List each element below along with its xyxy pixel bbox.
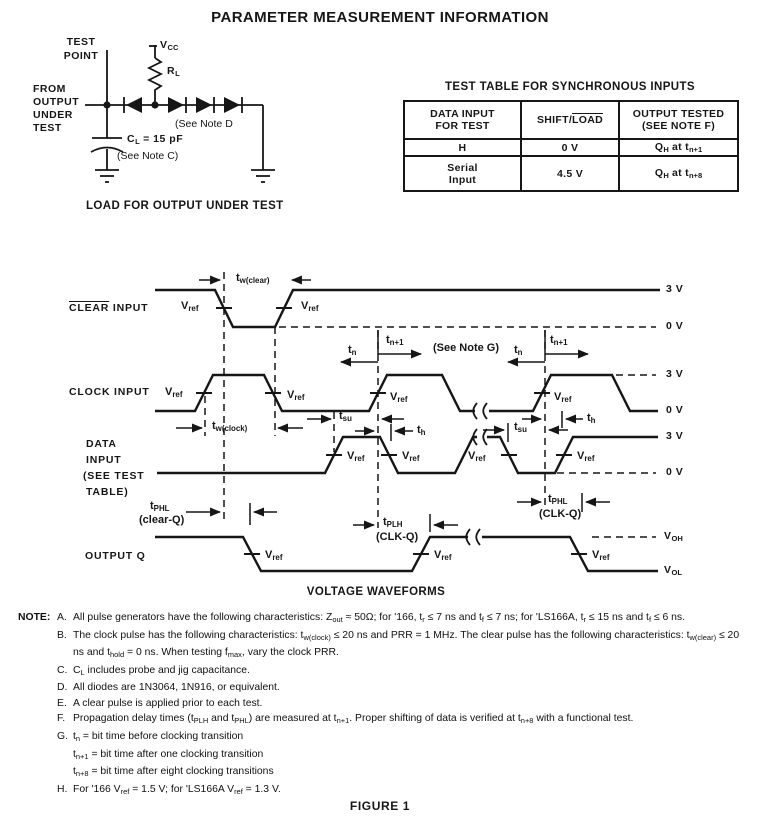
- data-input-label-line2: INPUT: [86, 454, 122, 466]
- col-header-output-tested: [619, 101, 738, 139]
- vref-label: $V_{ref}$: [287, 389, 305, 403]
- clock-input-label: CLOCK INPUT: [69, 386, 150, 398]
- clock-3v-label: 3 V: [666, 368, 684, 380]
- note-item: [57, 764, 750, 782]
- output-q-label: OUTPUT Q: [85, 550, 146, 562]
- data-input-label-line4: TABLE): [86, 486, 129, 498]
- note-item: [57, 696, 750, 712]
- note-key: H.: [57, 783, 68, 795]
- test-table: [403, 100, 739, 192]
- col-header-line: FOR TEST: [435, 120, 490, 132]
- note-text: All pulse generators have the following characteristics: $Z_{out} \approx 50\Omega$; for '166, $t_r \le 7$ ns and $t_f \le 7$ ns; for 'LS166A, $t_r \le 15$ ns and $t_f \le 6$ ns.: [73, 612, 686, 625]
- data-input-label-line1: DATA: [86, 438, 117, 450]
- clear-3v-label: 3 V: [666, 283, 684, 295]
- tplh-clk-q-sublabel: (CLK-Q): [376, 531, 419, 543]
- figure-caption: FIGURE 1: [349, 799, 411, 813]
- note-key: A.: [57, 612, 67, 623]
- note-item: [57, 628, 750, 663]
- notes-list: [18, 610, 750, 799]
- note-item: [57, 729, 750, 747]
- table-row: [404, 139, 738, 156]
- note-item: [57, 663, 750, 681]
- test-table-title: TEST TABLE FOR SYNCHRONOUS INPUTS: [444, 81, 696, 93]
- tw-clear-label: $t_{w(clear)}$: [236, 272, 270, 286]
- vref-label: $V_{ref}$: [592, 549, 610, 563]
- note-key: G.: [57, 730, 68, 742]
- vref-label: $V_{ref}$: [390, 391, 408, 405]
- from-output-label-line3: UNDER: [33, 109, 73, 121]
- note-text: For '166 $V_{ref} = 1.5$ V; for 'LS166A $V_{ref} = 1.3$ V.: [73, 783, 281, 796]
- load-circuit-art: [85, 45, 275, 182]
- cl-value-label: $C_L = 15$ pF: [127, 133, 184, 147]
- tn-label: $t_n$: [348, 344, 357, 358]
- note-text: The clock pulse has the following characteristics: $t_{w(clock)} \le 20$ ns and PRR = 1 MHz. The clear pulse has the following characteristics: $t_{w(clear)} \le 20$ ns and $t_{hold} = 0$ ns. When testing $f_{max}$, vary the clock PRR.: [73, 629, 740, 660]
- tphl-clear-q-label: $t_{PHL}$: [150, 500, 170, 514]
- see-note-g-label: (See Note G): [433, 342, 500, 354]
- tw-clock-label: $t_{w(clock)}$: [212, 420, 248, 434]
- col-header-line: DATA INPUT: [430, 108, 495, 120]
- clock-0v-label: 0 V: [666, 404, 684, 416]
- note-item: [57, 711, 750, 729]
- rl-label: $R_L$: [167, 65, 180, 79]
- data-input-label-line3: (SEE TEST: [83, 470, 145, 482]
- col-header-data-input: [404, 101, 521, 139]
- note-item: [57, 782, 750, 800]
- note-text: $t_{n+8}$ = bit time after eight clocking transitions: [73, 766, 274, 779]
- clear-waveform: [155, 290, 660, 327]
- clear-0v-label: 0 V: [666, 320, 684, 332]
- shift-load-text: SHIFT/LOAD: [536, 114, 603, 126]
- cell-output-tested: $Q_H$ at $t_{n+8}$: [619, 156, 738, 191]
- page-title: PARAMETER MEASUREMENT INFORMATION: [211, 9, 549, 26]
- notes-label: NOTE:: [18, 612, 51, 623]
- tplh-clk-q-label: $t_{PLH}$: [383, 516, 403, 530]
- cell-output-tested: $Q_H$ at $t_{n+1}$: [619, 139, 738, 156]
- vref-label: $V_{ref}$: [434, 549, 452, 563]
- test-point-label-line2: POINT: [63, 50, 99, 62]
- note-text: All diodes are 1N3064, 1N916, or equivalent.: [73, 682, 280, 694]
- col-header-line: (SEE NOTE F): [641, 120, 716, 132]
- vref-label: $V_{ref}$: [402, 450, 420, 464]
- cell-data-input: H: [404, 139, 521, 156]
- th-label: $t_h$: [587, 412, 596, 426]
- dashed-reference-lines: [205, 272, 656, 537]
- cell-line: Serial: [447, 161, 478, 174]
- note-item: [57, 610, 750, 628]
- from-output-label-line4: TEST: [33, 122, 62, 134]
- th-label: $t_h$: [417, 424, 426, 438]
- vref-label: $V_{ref}$: [181, 300, 199, 314]
- note-key: E.: [57, 697, 67, 709]
- vol-label: $V_{OL}$: [664, 564, 682, 578]
- tphl-clear-q-sublabel: (clear-Q): [139, 514, 185, 526]
- from-output-label-line1: FROM: [33, 83, 66, 95]
- note-key: F.: [57, 713, 66, 725]
- cell-shift-load: 0 V: [521, 139, 619, 156]
- col-header-shift-load: [521, 101, 619, 139]
- from-output-label-line2: OUTPUT: [33, 96, 80, 108]
- test-point-label-line1: TEST: [66, 36, 96, 48]
- note-key: [57, 747, 73, 765]
- cell-data-input: [404, 156, 521, 191]
- vref-label: $V_{ref}$: [347, 450, 365, 464]
- note-key: D.: [57, 682, 68, 694]
- table-row: [404, 156, 738, 191]
- clear-input-label: CLEAR INPUT: [69, 302, 149, 314]
- note-text: $t_{n+1}$ = bit time after one clocking transition: [73, 748, 264, 761]
- note-key: C.: [57, 664, 68, 676]
- note-item: [57, 747, 750, 765]
- voltage-waveforms-caption: VOLTAGE WAVEFORMS: [306, 586, 446, 598]
- vref-label: $V_{ref}$: [265, 549, 283, 563]
- see-note-d-label: (See Note D: [175, 118, 233, 130]
- vref-label: $V_{ref}$: [165, 386, 183, 400]
- vcc-label: $V_{CC}$: [160, 39, 179, 53]
- data-3v-label: 3 V: [666, 430, 684, 442]
- data-0v-label: 0 V: [666, 466, 684, 478]
- cell-line: Input: [448, 173, 477, 186]
- voh-label: $V_{OH}$: [664, 530, 683, 544]
- vref-label: $V_{ref}$: [554, 391, 572, 405]
- note-text: A clear pulse is applied prior to each test.: [73, 697, 263, 709]
- note-text: Propagation delay times ($t_{PLH}$ and $t_{PHL}$) are measured at $t_{n+1}$. Proper shifting of data is verified at $t_{n+8}$ with a functional test.: [73, 713, 634, 726]
- tn-label: $t_n$: [514, 344, 523, 358]
- tn1-label: $t_{n+1}$: [386, 334, 404, 348]
- note-text: $t_n$ = bit time before clocking transition: [73, 730, 244, 744]
- tphl-clk-q-sublabel: (CLK-Q): [539, 508, 582, 520]
- vref-label: $V_{ref}$: [301, 300, 319, 314]
- vref-label: $V_{ref}$: [468, 450, 486, 464]
- tn1-label: $t_{n+1}$: [550, 334, 568, 348]
- vref-label: $V_{ref}$: [577, 450, 595, 464]
- note-key: [57, 764, 73, 782]
- tsu-label: $t_{su}$: [514, 421, 527, 435]
- table-header-row: [404, 101, 738, 139]
- note-text: $C_L$ includes probe and jig capacitance.: [73, 664, 250, 677]
- see-note-c-label: (See Note C): [117, 150, 179, 162]
- cell-shift-load: 4.5 V: [521, 156, 619, 191]
- tsu-label: $t_{su}$: [339, 410, 352, 424]
- load-circuit-caption: LOAD FOR OUTPUT UNDER TEST: [86, 200, 284, 212]
- note-item: [57, 680, 750, 696]
- notes-section: [18, 610, 750, 799]
- tphl-clk-q-label: $t_{PHL}$: [548, 493, 568, 507]
- col-header-line: OUTPUT TESTED: [632, 108, 725, 120]
- note-key: B.: [57, 629, 67, 641]
